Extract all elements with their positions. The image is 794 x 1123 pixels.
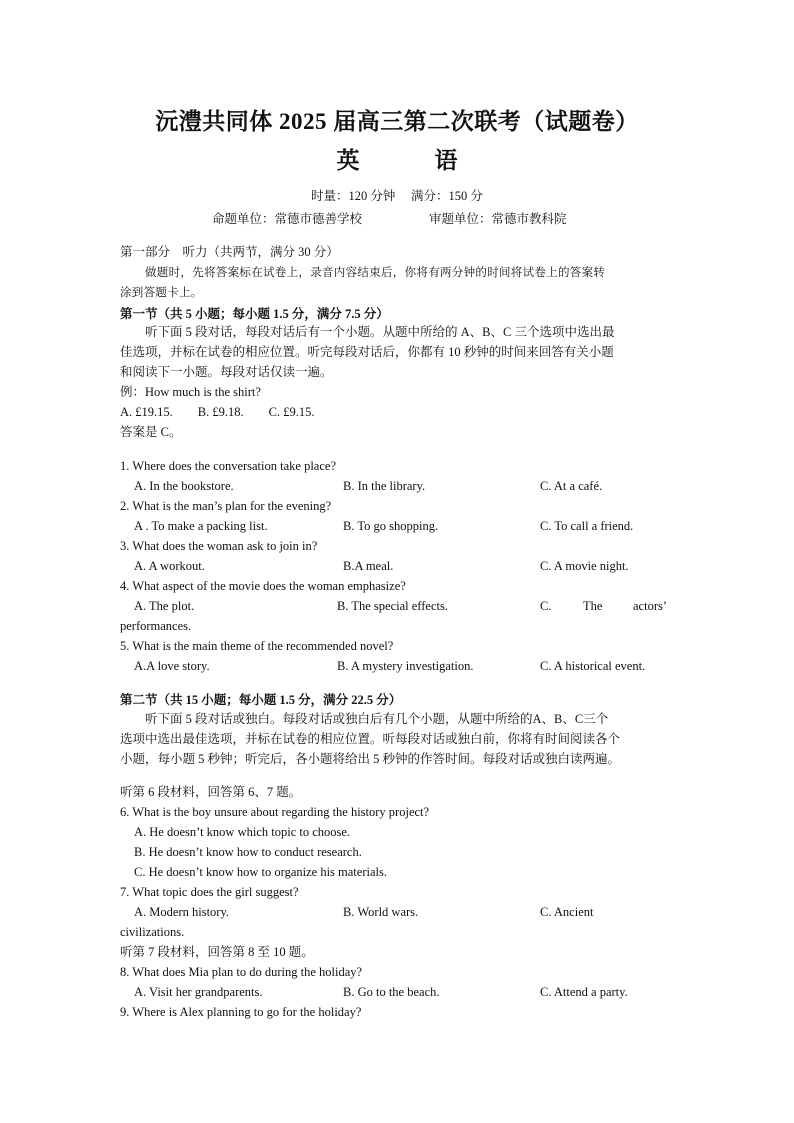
q5-option-c: C. A historical event. [540, 659, 646, 673]
exam-subject: 英 语 [336, 148, 484, 173]
question-4: 4. What aspect of the movie does the woman emphasize? [120, 579, 406, 593]
section2-intro-line2: 选项中选出最佳选项，并标在试卷的相应位置。听每段对话或独白前，你将有时间阅读各个 [120, 732, 621, 746]
q6-option-c: C. He doesn’t know how to organize his materials. [134, 865, 387, 879]
section2-intro-line1: 听下面 5 段对话或独白。每段对话或独白后有几个小题，从题中所给的A、B、C三个 [145, 712, 609, 726]
q3-option-b: B.A meal. [343, 559, 394, 573]
q8-option-c: C. Attend a party. [540, 985, 628, 999]
question-9: 9. Where is Alex planning to go for the holiday? [120, 1005, 362, 1019]
q7-option-c: C. Ancient [540, 905, 594, 919]
question-1: 1. Where does the conversation take place? [120, 459, 336, 473]
exam-title: 沅澧共同体 2025 届高三第二次联考（试题卷） [155, 109, 639, 134]
q6-option-b: B. He doesn’t know how to conduct research. [134, 845, 362, 859]
material7-label: 听第 7 段材料，回答第 8 至 10 题。 [120, 945, 314, 959]
q4-option-c-letter: C. [540, 599, 552, 613]
section1-heading: 第一节（共 5 小题；每小题 1.5 分，满分 7.5 分） [120, 307, 389, 321]
q3-option-c: C. A movie night. [540, 559, 629, 573]
reviewer-unit: 审题单位：常德市教科院 [429, 212, 567, 226]
question-3: 3. What does the woman ask to join in? [120, 539, 318, 553]
material6-label: 听第 6 段材料，回答第 6、7 题。 [120, 785, 302, 799]
q7-option-a: A. Modern history. [134, 905, 230, 919]
exam-time-score: 时量：120 分钟 满分：150 分 [311, 189, 483, 203]
q8-option-a: A. Visit her grandparents. [134, 985, 263, 999]
q2-option-b: B. To go shopping. [343, 519, 439, 533]
q3-option-a: A. A workout. [134, 559, 205, 573]
q2-option-a: A . To make a packing list. [134, 519, 268, 533]
q4-option-c-word2: actors’ [633, 599, 668, 613]
question-7: 7. What topic does the girl suggest? [120, 885, 299, 899]
q4-option-c-word1: The [583, 599, 603, 613]
q6-option-a: A. He doesn’t know which topic to choose. [134, 825, 351, 839]
part1-instruction-line2: 涂到答题卡上。 [120, 287, 203, 299]
q4-option-b: B. The special effects. [337, 599, 448, 613]
question-2: 2. What is the man’s plan for the evening? [120, 499, 332, 513]
q7-option-c-continued: civilizations. [120, 925, 185, 939]
q1-option-a: A. In the bookstore. [134, 479, 234, 493]
q8-option-b: B. Go to the beach. [343, 985, 440, 999]
q4-option-c-continued: performances. [120, 619, 192, 633]
section1-intro-line2: 佳选项，并标在试卷的相应位置。听完每段对话后，你都有 10 秒钟的时间来回答有关小题 [120, 345, 614, 359]
part1-instruction-line1: 做题时，先将答案标在试卷上，录音内容结束后，你将有两分钟的时间将试卷上的答案转 [145, 267, 606, 279]
question-5: 5. What is the main theme of the recommended novel? [120, 639, 394, 653]
example-answer: 答案是 C。 [120, 425, 182, 439]
section1-intro-line1: 听下面 5 段对话，每段对话后有一个小题。从题中所给的 A、B、C 三个选项中选出最 [145, 325, 615, 339]
example-options: A. £19.15. B. £9.18. C. £9.15. [120, 405, 315, 419]
section2-heading: 第二节（共 15 小题；每小题 1.5 分，满分 22.5 分） [120, 693, 402, 707]
q1-option-c: C. At a café. [540, 479, 603, 493]
setter-unit: 命题单位：常德市德善学校 [212, 212, 363, 226]
q2-option-c: C. To call a friend. [540, 519, 634, 533]
part1-heading: 第一部分 听力（共两节，满分 30 分） [120, 245, 339, 259]
q5-option-a: A.A love story. [134, 659, 210, 673]
section2-intro-line3: 小题，每小题 5 秒钟；听完后，各小题将给出 5 秒钟的作答时间。每段对话或独白读两遍。 [120, 752, 621, 766]
question-8: 8. What does Mia plan to do during the holiday? [120, 965, 363, 979]
q4-option-a: A. The plot. [134, 599, 195, 613]
question-6: 6. What is the boy unsure about regarding the history project? [120, 805, 430, 819]
q5-option-b: B. A mystery investigation. [337, 659, 474, 673]
q7-option-b: B. World wars. [343, 905, 419, 919]
q1-option-b: B. In the library. [343, 479, 426, 493]
section1-intro-line3: 和阅读下一小题。每段对话仅读一遍。 [120, 365, 333, 379]
example-question: 例：How much is the shirt? [120, 385, 261, 399]
